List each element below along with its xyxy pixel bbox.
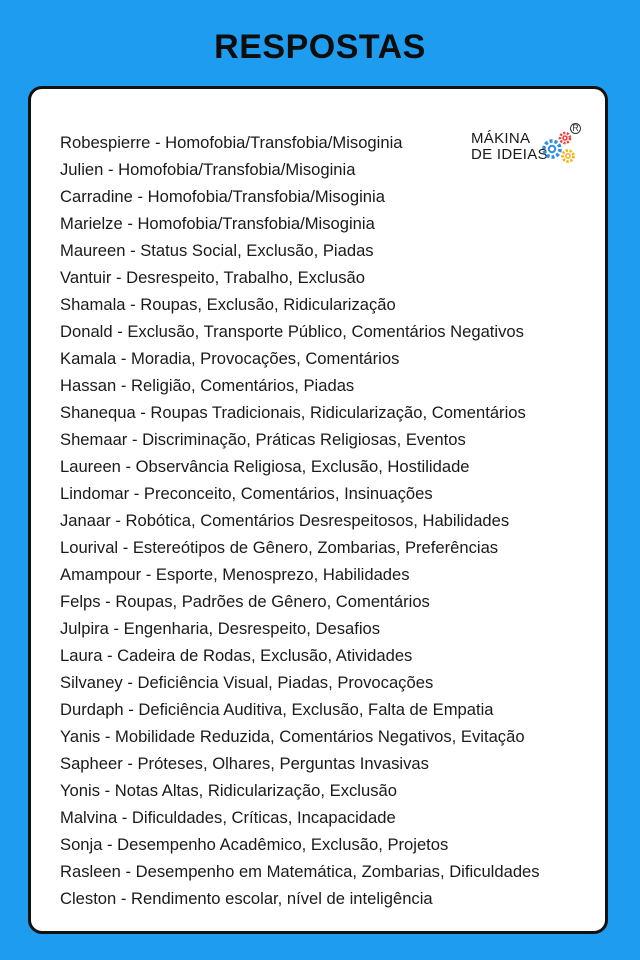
answer-item: Julpira - Engenharia, Desrespeito, Desafios: [60, 619, 381, 638]
answer-item: Malvina - Dificuldades, Críticas, Incapacidade: [60, 808, 396, 827]
answer-list: [60, 129, 540, 912]
gears-icon: [539, 129, 579, 169]
answer-item: Yonis - Notas Altas, Ridicularização, Exclusão: [60, 781, 397, 800]
answer-item: Marielze - Homofobia/Transfobia/Misoginia: [60, 214, 375, 233]
answer-item: Shamala - Roupas, Exclusão, Ridicularização: [60, 295, 396, 314]
answer-item: Robespierre - Homofobia/Transfobia/Misoginia: [60, 133, 403, 152]
answer-item: Vantuir - Desrespeito, Trabalho, Exclusão: [60, 268, 365, 287]
answer-item: Janaar - Robótica, Comentários Desrespeitosos, Habilidades: [60, 511, 510, 530]
logo-line-1: MÁKINA: [471, 130, 531, 147]
red-gear-icon: [560, 133, 570, 143]
answer-item: Laureen - Observância Religiosa, Exclusão, Hostilidade: [60, 457, 470, 476]
yellow-gear-icon: [563, 151, 574, 162]
answer-item: Durdaph - Deficiência Auditiva, Exclusão, Falta de Empatia: [60, 700, 494, 719]
answer-item: Felps - Roupas, Padrões de Gênero, Comentários: [60, 592, 430, 611]
answer-item: Lourival - Estereótipos de Gênero, Zombarias, Preferências: [60, 538, 499, 557]
answer-item: Donald - Exclusão, Transporte Público, Comentários Negativos: [60, 322, 524, 341]
answer-item: Yanis - Mobilidade Reduzida, Comentários Negativos, Evitação: [60, 727, 525, 746]
registered-mark: R: [570, 123, 581, 134]
answer-item: Sapheer - Próteses, Olhares, Perguntas Invasivas: [60, 754, 429, 773]
answer-item: Laura - Cadeira de Rodas, Exclusão, Atividades: [60, 646, 413, 665]
answer-item: Cleston - Rendimento escolar, nível de inteligência: [60, 889, 433, 908]
answer-item: Rasleen - Desempenho em Matemática, Zombarias, Dificuldades: [60, 862, 540, 881]
answer-item: Silvaney - Deficiência Visual, Piadas, Provocações: [60, 673, 434, 692]
answer-item: Kamala - Moradia, Provocações, Comentários: [60, 349, 400, 368]
answers-card: [28, 86, 608, 934]
answer-item: Carradine - Homofobia/Transfobia/Misoginia: [60, 187, 385, 206]
answer-item: Shemaar - Discriminação, Práticas Religiosas, Eventos: [60, 430, 466, 449]
answer-item: Amampour - Esporte, Menosprezo, Habilidades: [60, 565, 410, 584]
logo-line-2: DE IDEIAS: [471, 146, 548, 163]
answer-item: Maureen - Status Social, Exclusão, Piadas: [60, 241, 374, 260]
blue-gear-icon: [544, 141, 560, 157]
answer-item: Sonja - Desempenho Acadêmico, Exclusão, Projetos: [60, 835, 449, 854]
answer-item: Lindomar - Preconceito, Comentários, Insinuações: [60, 484, 433, 503]
answer-item: Hassan - Religião, Comentários, Piadas: [60, 376, 355, 395]
answer-item: Shanequa - Roupas Tradicionais, Ridicularização, Comentários: [60, 403, 526, 422]
page-title: RESPOSTAS: [214, 28, 426, 66]
answer-item: Julien - Homofobia/Transfobia/Misoginia: [60, 160, 356, 179]
